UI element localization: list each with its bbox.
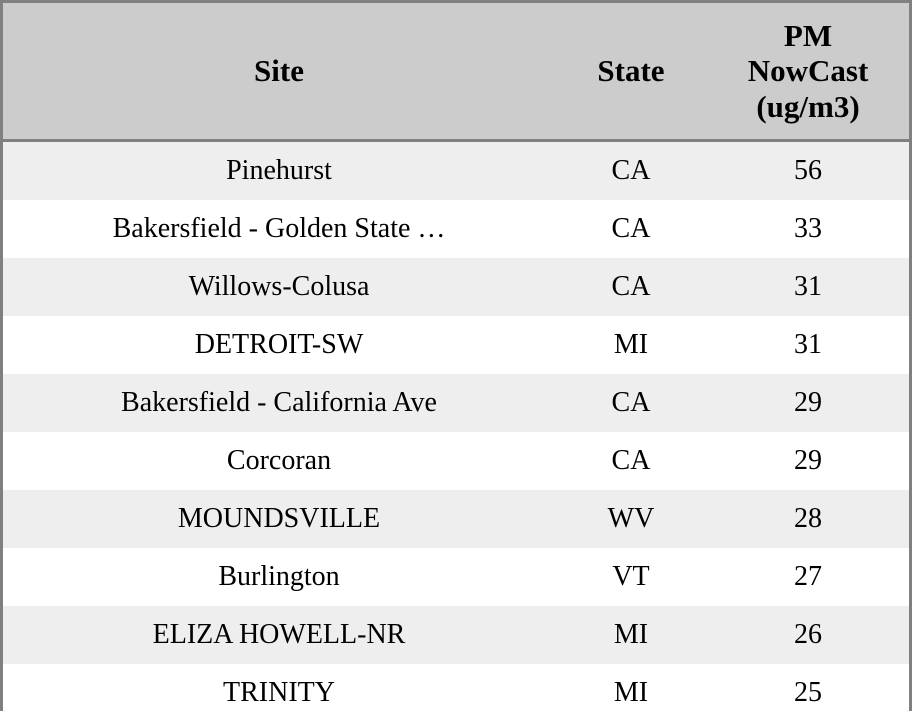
cell-site: Bakersfield - California Ave: [3, 374, 555, 432]
cell-site: TRINITY: [3, 664, 555, 722]
table-row: [3, 200, 909, 258]
cell-site: Willows-Colusa: [3, 258, 555, 316]
cell-state: CA: [555, 432, 707, 490]
cell-state: VT: [555, 548, 707, 606]
cell-value: 26: [707, 606, 909, 664]
pm-nowcast-table: [3, 3, 909, 722]
cell-value: 29: [707, 432, 909, 490]
cell-value: 28: [707, 490, 909, 548]
cell-state: CA: [555, 141, 707, 201]
table-row: [3, 490, 909, 548]
cell-site: Burlington: [3, 548, 555, 606]
header-row: [3, 3, 909, 141]
table-row: [3, 432, 909, 490]
cell-value: 25: [707, 664, 909, 722]
table-body: [3, 141, 909, 722]
cell-state: WV: [555, 490, 707, 548]
cell-site: DETROIT-SW: [3, 316, 555, 374]
cell-site: Pinehurst: [3, 141, 555, 201]
cell-value: 27: [707, 548, 909, 606]
column-header-state-label: State: [561, 53, 701, 88]
table-row: [3, 606, 909, 664]
cell-value: 56: [707, 141, 909, 201]
cell-site: Corcoran: [3, 432, 555, 490]
cell-site: ELIZA HOWELL-NR: [3, 606, 555, 664]
table-row: [3, 316, 909, 374]
column-header-state: [555, 3, 707, 141]
table-row: [3, 374, 909, 432]
column-header-pm-nowcast-line2: NowCast: [713, 53, 903, 88]
cell-state: CA: [555, 374, 707, 432]
cell-value: 31: [707, 316, 909, 374]
cell-value: 29: [707, 374, 909, 432]
cell-state: MI: [555, 316, 707, 374]
table-row: [3, 141, 909, 201]
table-row: [3, 548, 909, 606]
cell-value: 31: [707, 258, 909, 316]
cell-state: CA: [555, 258, 707, 316]
column-header-pm-nowcast-line1: PM: [713, 18, 903, 53]
cell-site: MOUNDSVILLE: [3, 490, 555, 548]
cell-state: MI: [555, 606, 707, 664]
cell-value: 33: [707, 200, 909, 258]
column-header-pm-nowcast-line3: (ug/m3): [713, 89, 903, 124]
column-header-site-label: Site: [9, 53, 549, 88]
table-row: [3, 258, 909, 316]
column-header-site: [3, 3, 555, 141]
table-header: [3, 3, 909, 141]
cell-site: Bakersfield - Golden State …: [3, 200, 555, 258]
cell-state: CA: [555, 200, 707, 258]
cell-state: MI: [555, 664, 707, 722]
table-row: [3, 664, 909, 722]
column-header-pm-nowcast: [707, 3, 909, 141]
